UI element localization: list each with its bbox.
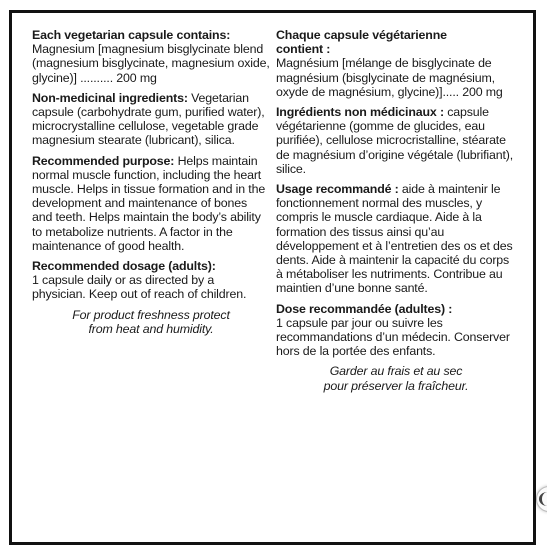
purpose-text-fr: aide à maintenir le fonctionnement normal des muscles, y compris le muscle cardiaque. Aide à la formation des tissus ainsi qu’au développement et à l’entretien des os et des dents. Aide à maintenir la capacité du corps à métaboliser les nutriments. Contribue au maintien d’une bonne santé.	[276, 182, 513, 296]
nonmedicinal-text: Vegetarian capsule (carbohydrate gum, purified water), microcrystalline cellulose, vegetable grade magnesium stearate (lubricant), silica.	[32, 90, 265, 148]
contains-text: Magnesium [magnesium bisglycinate blend (magnesium bisglycinate, magnesium oxide, glycine)] .......... 200 mg	[32, 42, 270, 85]
dosage-section	[32, 259, 270, 302]
nonmedicinal-heading: Non-medicinal ingredients:	[32, 90, 188, 105]
dosage-text: 1 capsule daily or as directed by a physician. Keep out of reach of children.	[32, 273, 247, 302]
storage-note: For product freshness protect from heat and humidity.	[72, 307, 230, 336]
contains-heading-fr: Chaque capsule végétarienne contient :	[276, 28, 447, 57]
nonmedicinal-heading-fr: Ingrédients non médicinaux :	[276, 105, 444, 120]
purpose-heading-fr: Usage recommandé :	[276, 182, 399, 197]
contains-text-fr: Magnésium [mélange de bisglycinate de magnésium (bisglycinate de magnésium, oxyde de magnésium, glycine)]..... 200 mg	[276, 56, 503, 99]
contains-heading: Each vegetarian capsule contains:	[32, 28, 231, 42]
nonmedicinal-text-fr: capsule végétarienne (gomme de glucides, eau purifiée), cellulose microcristalline, stéarate de magnésium d’origine végétale (lubrifiant), silice.	[276, 105, 514, 176]
contains-section-fr	[276, 28, 516, 99]
contains-section	[32, 28, 270, 85]
storage-note-fr: Garder au frais et au sec pour préserver la fraîcheur.	[323, 364, 469, 393]
purpose-heading: Recommended purpose:	[32, 153, 175, 168]
dosage-section-fr	[276, 302, 516, 359]
nonmedicinal-section-fr	[276, 105, 516, 176]
dosage-heading: Recommended dosage (adults):	[32, 259, 216, 274]
french-column	[276, 28, 516, 393]
nonmedicinal-section	[32, 91, 270, 148]
dosage-text-fr: 1 capsule par jour ou suivre les recommandations d’un médecin. Conserver hors de la portée des enfants.	[276, 315, 510, 359]
dosage-heading-fr: Dose recommandée (adultes) :	[276, 301, 453, 316]
purpose-section-fr	[276, 182, 516, 296]
english-column	[32, 28, 270, 336]
purpose-section	[32, 154, 270, 253]
purpose-text: Helps maintain normal muscle function, including the heart muscle. Helps in tissue formation and in the development and maintenance of bones and teeth. Helps maintain the body’s ability to metabolize nutrients. A factor in the maintenance of good health.	[32, 153, 266, 253]
